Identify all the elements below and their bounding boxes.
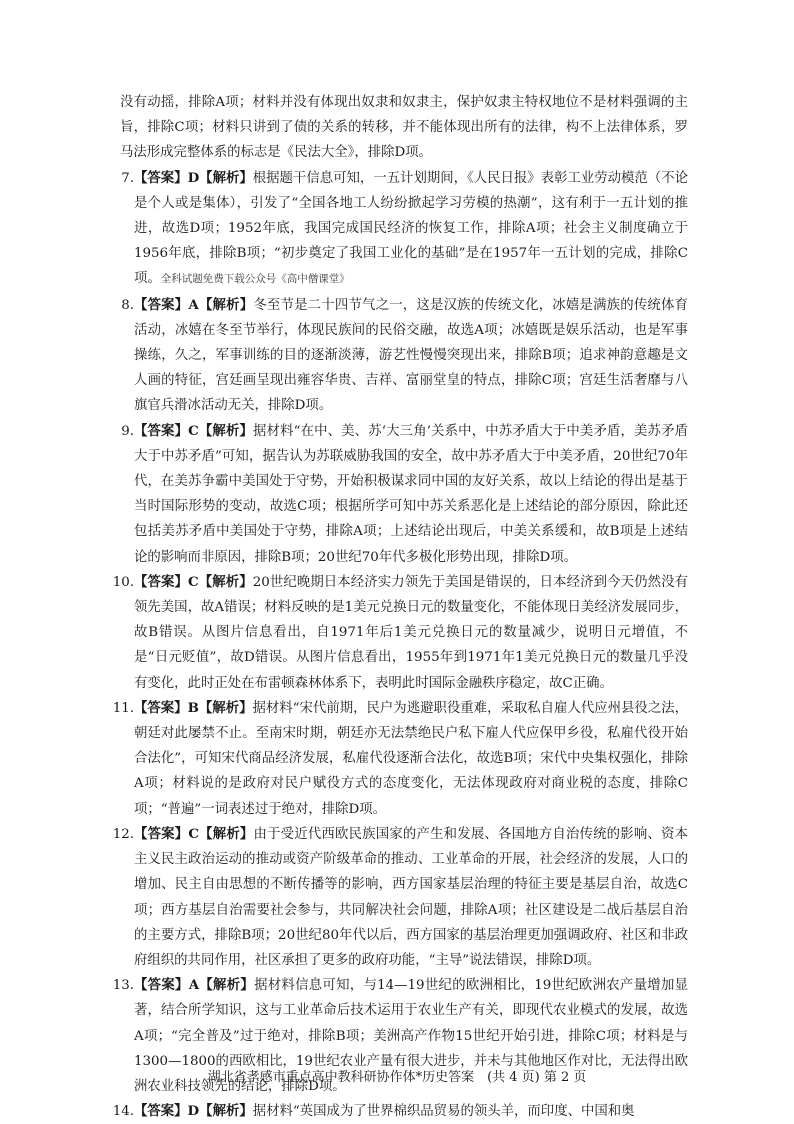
question-number: 8. [121, 297, 134, 313]
question-number: 14. [112, 1104, 134, 1120]
answer-body [134, 419, 688, 570]
answer-label: 【答案】D【解析】 [134, 1103, 253, 1120]
answer-label: 【答案】C【解析】 [134, 825, 254, 842]
question-number: 11. [112, 700, 134, 716]
question-number: 13. [112, 978, 134, 994]
answer-content [108, 90, 688, 1124]
explanation-text: 20世纪晚期日本经济实力领先于美国是错误的，日本经济到今天仍然没有领先美国，故A错误；材料反映的是1美元兑换日元的数量变化，不能体现日美经济发展同步，故B错误。从图片信息看出，自1971年后1美元兑换日元的数量减少，说明日元增值，不是“日元贬值”，故D错误。从图片信息看出，1955年到1971年1美元兑换日元的数量几乎没有变化，此时正处在布雷顿森林体系下，表明此时国际金融秩序稳定，故C正确。 [134, 574, 688, 691]
answer-label: 【答案】B【解析】 [134, 699, 253, 716]
explanation-text: 由于受近代西欧民族国家的产生和发展、各国地方自治传统的影响、资本主义民主政治运动的推动或资产阶级革命的推动、工业革命的开展，社会经济的发展，人口的增加、民主自由思想的不断传播等的影响，西方国家基层治理的特征主要是基层自治，故选C项；西方基层自治需要社会参与，共同解决社会问题，排除A项；社区建设是二战后基层自治的主要方式，排除B项；20世纪80年代以后，西方国家的基层治理更加强调政府、社区和非政府组织的共同作用，社区承担了更多的政府功能，“主导”说法错误，排除D项。 [134, 826, 688, 968]
explanation-text: 冬至节是二十四节气之一，这是汉族的传统文化，冰嬉是满族的传统体育活动，冰嬉在冬至节举行，体现民族间的民俗交融，故选A项；冰嬉既是娱乐活动，也是军事操练，久之，军事训练的目的逐渐淡薄，游艺性慢慢突现出来，排除B项；追求神韵意趣是文人画的特征，宫廷画呈现出雍容华贵、吉祥、富丽堂皇的特点，排除C项；宫廷生活奢靡与八旗官兵滑冰活动无关，排除D项。 [134, 297, 688, 414]
continued-explanation: 没有动摇，排除A项；材料并没有体现出奴隶和奴隶主，保护奴隶主特权地位不是材料强调的主旨，排除C项；材料只讲到了债的关系的转移，并不能体现出所有的法律，构不上法律体系，罗马法形成完整体系的标志是《民法大全》，排除D项。 [120, 95, 688, 161]
question-number: 9. [121, 423, 134, 439]
question-number: 7. [121, 170, 134, 186]
answer-label: 【答案】D【解析】 [134, 169, 253, 186]
answer-item [108, 570, 688, 696]
answer-body [134, 166, 688, 293]
answer-list [108, 166, 688, 1124]
answer-label: 【答案】C【解析】 [134, 573, 253, 590]
answer-item [108, 419, 688, 570]
answer-body [134, 570, 688, 696]
answer-item [108, 293, 688, 419]
answer-item [108, 166, 688, 293]
answer-item [108, 822, 688, 973]
answer-body [134, 1099, 688, 1124]
explanation-text: 据材料“宋代前期，民户为逃避职役重难，采取私自雇人代应州县役之法，朝廷对此屡禁不止。至南宋时期，朝廷亦无法禁绝民户私下雇人代应保甲乡役，私雇代役开始合法化”，可知宋代商品经济发展，私雇代役逐渐合法化，故选B项；宋代中央集权强化，排除A项；材料说的是政府对民户赋役方式的态度变化，无法体现政府对商业税的态度，排除C项；“普遍”一词表述过于绝对，排除D项。 [134, 700, 689, 817]
answer-item [108, 1099, 688, 1124]
watermark-note: 全科试题免费下载公众号《高中僧课堂》 [160, 273, 350, 286]
answer-label: 【答案】A【解析】 [134, 296, 254, 313]
answer-label: 【答案】A【解析】 [134, 977, 255, 994]
explanation-text: 根据题干信息可知，一五计划期间，《人民日报》表彰工业劳动模范（不论是个人或是集体），引发了“全国各地工人纷纷掀起学习劳模的热潮”，这有利于一五计划的推进，故选D项；1952年底，我国完成国民经济的恢复工作，排除A项；社会主义制度确立于1956年底，排除B项；“初步奠定了我国工业化的基础”是在1957年一五计划的完成，排除C项。 [134, 170, 688, 287]
answer-body [134, 293, 688, 419]
question-number: 10. [112, 574, 134, 590]
answer-label: 【答案】C【解析】 [134, 422, 254, 439]
explanation-text: 据材料“在中、美、苏‘大三角’关系中，中苏矛盾大于中美矛盾，美苏矛盾大于中苏矛盾”可知，据告认为苏联威胁我国的安全，故中苏矛盾大于中美矛盾，20世纪70年代，在美苏争霸中美国处于守势，开始积极谋求同中国的友好关系，故以上结论的得出是基于当时国际形势的变动，故选C项；根据所学可知中苏关系恶化是上述结论的部分原因，除此还包括美苏矛盾中美国处于守势，排除A项；上述结论出现后，中美关系缓和，故B项是上述结论的影响而非原因，排除B项；20世纪70年代多极化形势出现，排除D项。 [134, 423, 688, 565]
explanation-text: 据材料“英国成为了世界棉织品贸易的领头羊，而印度、中国和奥 [252, 1104, 635, 1120]
explanation-text: 据材料信息可知，与14—19世纪的欧洲相比，19世纪欧洲农产量增加显著，结合所学知识，这与工业革命后技术运用于农业生产有关，即现代农业模式的发展，故选A项；“完全普及”过于绝对，排除B项；美洲高产作物15世纪开始引进，排除C项；材料是与1300—1800的西欧相比，19世纪农业产量有很大进步，并未与其他地区作对比，无法得出欧洲农业科技领先的结论，排除D项。 [134, 978, 689, 1094]
answer-item [108, 696, 688, 822]
page-footer: 湖北省孝感市重点高中教科研协作体*历史答案 (共 4 页) 第 2 页 [207, 1070, 587, 1085]
question-number: 12. [112, 826, 134, 842]
answer-body [134, 822, 688, 973]
answer-body [134, 696, 688, 822]
